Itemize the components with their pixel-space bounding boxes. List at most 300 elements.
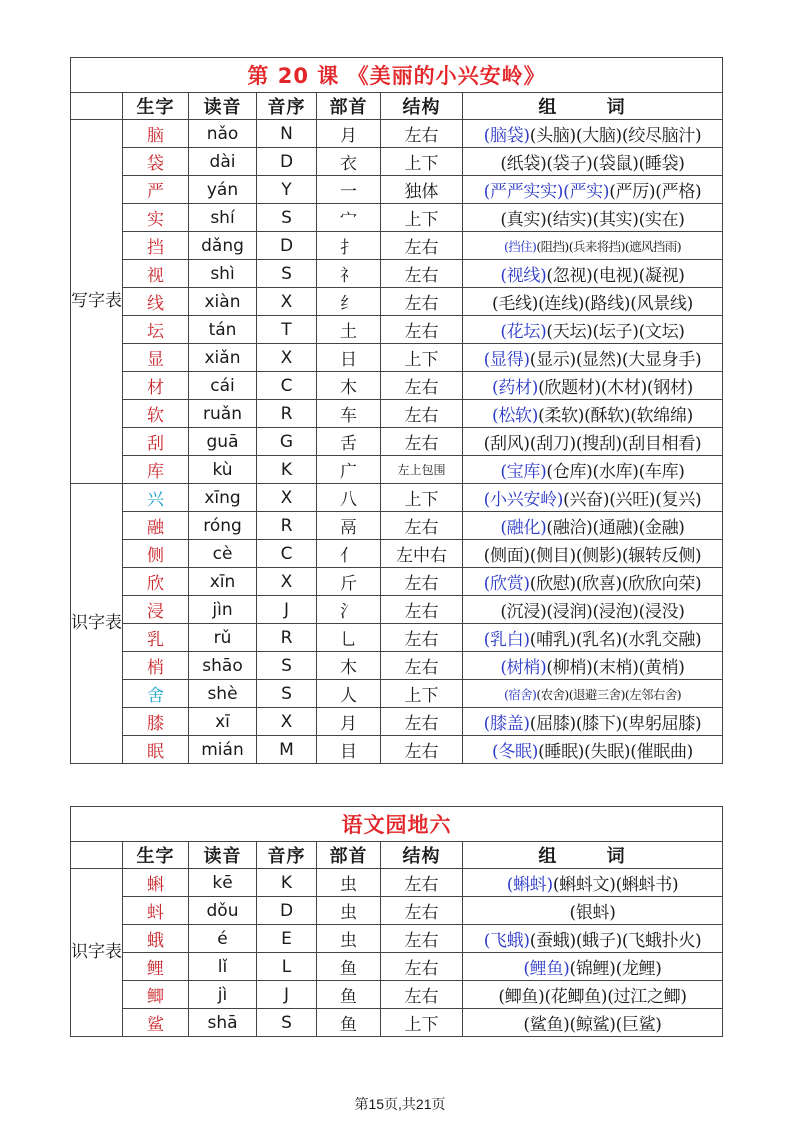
words-cell	[463, 316, 723, 344]
pinyin-cell: xīn	[189, 568, 257, 596]
word-item: (仓库)	[546, 462, 593, 482]
char-cell: 眠	[123, 736, 189, 764]
word-item: (严严实实)	[483, 182, 564, 202]
pinyin-cell: shāo	[189, 652, 257, 680]
word-item: (花坛)	[500, 322, 547, 342]
sequence-cell: E	[257, 925, 317, 953]
word-item: (软绵绵)	[630, 406, 693, 426]
radical-cell: 鱼	[317, 1009, 381, 1037]
word-item: (水乳交融)	[621, 630, 702, 650]
word-item: (浸泡)	[592, 602, 639, 622]
sequence-cell: S	[257, 652, 317, 680]
word-item: (兵来将挡)	[568, 238, 625, 254]
word-item: (卑躬屈膝)	[621, 714, 702, 734]
word-item: (欣喜)	[575, 574, 622, 594]
char-cell: 鲤	[123, 953, 189, 981]
char-cell: 蛾	[123, 925, 189, 953]
word-item: (脑袋)	[483, 126, 530, 146]
word-item: (松软)	[492, 406, 539, 426]
char-cell: 乳	[123, 624, 189, 652]
words-cell	[463, 148, 723, 176]
sequence-cell: G	[257, 428, 317, 456]
structure-cell: 左右	[381, 708, 463, 736]
table-row	[71, 981, 723, 1009]
section-title: 语文园地六	[71, 807, 723, 842]
header-structure: 结构	[381, 842, 463, 869]
word-item: (实在)	[638, 210, 685, 230]
header-seq: 音序	[257, 93, 317, 120]
word-item: (风景线)	[630, 294, 693, 314]
char-cell: 线	[123, 288, 189, 316]
pinyin-cell: lǐ	[189, 953, 257, 981]
radical-cell: 礻	[317, 260, 381, 288]
word-item: (末梢)	[592, 658, 639, 678]
header-words: 组 词	[463, 842, 723, 869]
word-item: (路线)	[584, 294, 631, 314]
table-row	[71, 176, 723, 204]
word-item: (连线)	[538, 294, 585, 314]
word-item: (遮风挡雨)	[624, 238, 682, 254]
table-row	[71, 736, 723, 764]
words-cell	[463, 428, 723, 456]
sequence-cell: S	[257, 204, 317, 232]
word-item: (显示)	[529, 350, 576, 370]
word-item: (复兴)	[655, 490, 702, 510]
word-item: (黄梢)	[638, 658, 685, 678]
pinyin-cell: dǎng	[189, 232, 257, 260]
words-cell	[463, 176, 723, 204]
char-cell: 袋	[123, 148, 189, 176]
word-item: (电视)	[592, 266, 639, 286]
structure-cell: 左右	[381, 120, 463, 148]
pinyin-cell: shí	[189, 204, 257, 232]
word-item: (搜刮)	[575, 434, 622, 454]
word-item: (巨鲨)	[615, 1015, 662, 1035]
sequence-cell: R	[257, 624, 317, 652]
word-item: (文坛)	[638, 322, 685, 342]
pinyin-cell: guā	[189, 428, 257, 456]
table-row	[71, 512, 723, 540]
radical-cell: 舌	[317, 428, 381, 456]
word-item: (侧影)	[575, 546, 622, 566]
words-cell	[463, 624, 723, 652]
word-item: (显得)	[483, 350, 530, 370]
word-item: (浸润)	[546, 602, 593, 622]
word-item: (融化)	[500, 518, 547, 538]
char-cell: 融	[123, 512, 189, 540]
structure-cell: 左右	[381, 232, 463, 260]
table-row	[71, 120, 723, 148]
header-row	[71, 842, 723, 869]
word-item: (柳梢)	[546, 658, 593, 678]
radical-cell: 虫	[317, 925, 381, 953]
radical-cell: 亻	[317, 540, 381, 568]
word-item: (飞蛾)	[483, 931, 530, 951]
sequence-cell: X	[257, 568, 317, 596]
word-item: (睡眠)	[538, 742, 585, 762]
structure-cell: 左右	[381, 953, 463, 981]
radical-cell: 一	[317, 176, 381, 204]
structure-cell: 上下	[381, 148, 463, 176]
word-item: (退避三舍)	[568, 686, 625, 702]
sequence-cell: D	[257, 897, 317, 925]
pinyin-cell: shì	[189, 260, 257, 288]
structure-cell: 左右	[381, 624, 463, 652]
words-cell	[463, 120, 723, 148]
table-row	[71, 953, 723, 981]
sequence-cell: C	[257, 540, 317, 568]
table-row	[71, 428, 723, 456]
radical-cell: 鱼	[317, 981, 381, 1009]
radical-cell: 目	[317, 736, 381, 764]
word-item: (车库)	[638, 462, 685, 482]
char-cell: 材	[123, 372, 189, 400]
structure-cell: 上下	[381, 484, 463, 512]
word-item: (鲫鱼)	[498, 987, 545, 1007]
table-row	[71, 925, 723, 953]
char-cell: 兴	[123, 484, 189, 512]
structure-cell: 上下	[381, 344, 463, 372]
word-item: (大脑)	[575, 126, 622, 146]
char-cell: 侧	[123, 540, 189, 568]
header-pinyin: 读音	[189, 93, 257, 120]
words-cell	[463, 1009, 723, 1037]
header-pinyin: 读音	[189, 842, 257, 869]
word-item: (木材)	[600, 378, 647, 398]
table-row	[71, 316, 723, 344]
structure-cell: 左右	[381, 981, 463, 1009]
sequence-cell: D	[257, 232, 317, 260]
word-item: (欣慰)	[529, 574, 576, 594]
word-item: (袋子)	[546, 154, 593, 174]
table-row	[71, 652, 723, 680]
word-item: (绞尽脑汁)	[621, 126, 702, 146]
words-cell	[463, 288, 723, 316]
radical-cell: 氵	[317, 596, 381, 624]
radical-cell: 纟	[317, 288, 381, 316]
word-item: (欣题材)	[538, 378, 601, 398]
pinyin-cell: kē	[189, 869, 257, 897]
words-cell	[463, 736, 723, 764]
char-cell: 膝	[123, 708, 189, 736]
table-row	[71, 1009, 723, 1037]
header-char: 生字	[123, 842, 189, 869]
word-item: (蛾子)	[575, 931, 622, 951]
radical-cell: 鬲	[317, 512, 381, 540]
char-cell: 软	[123, 400, 189, 428]
sequence-cell: X	[257, 288, 317, 316]
word-item: (凝视)	[638, 266, 685, 286]
word-item: (兴旺)	[609, 490, 656, 510]
word-item: (屈膝)	[529, 714, 576, 734]
word-item: (金融)	[638, 518, 685, 538]
word-item: (纸袋)	[500, 154, 547, 174]
table-row	[71, 540, 723, 568]
section-label: 写字表	[71, 120, 123, 484]
structure-cell: 左右	[381, 869, 463, 897]
pinyin-cell: jì	[189, 981, 257, 1009]
word-item: (失眠)	[584, 742, 631, 762]
words-cell	[463, 372, 723, 400]
table-row	[71, 232, 723, 260]
structure-cell: 独体	[381, 176, 463, 204]
char-cell: 刮	[123, 428, 189, 456]
word-item: (毛线)	[492, 294, 539, 314]
sequence-cell: T	[257, 316, 317, 344]
sequence-cell: M	[257, 736, 317, 764]
char-cell: 显	[123, 344, 189, 372]
words-cell	[463, 953, 723, 981]
word-item: (结实)	[546, 210, 593, 230]
radical-cell: 土	[317, 316, 381, 344]
structure-cell: 左右	[381, 428, 463, 456]
words-cell	[463, 400, 723, 428]
table-row	[71, 680, 723, 708]
word-item: (膝下)	[575, 714, 622, 734]
word-item: (其实)	[592, 210, 639, 230]
char-cell: 鲨	[123, 1009, 189, 1037]
word-item: (阻挡)	[536, 238, 569, 254]
header-radical: 部首	[317, 842, 381, 869]
words-cell	[463, 512, 723, 540]
structure-cell: 左中右	[381, 540, 463, 568]
word-item: (钢材)	[646, 378, 693, 398]
words-cell	[463, 232, 723, 260]
pinyin-cell: shā	[189, 1009, 257, 1037]
word-item: (膝盖)	[483, 714, 530, 734]
pinyin-cell: xī	[189, 708, 257, 736]
word-item: (银蚪)	[569, 903, 616, 923]
table-row	[71, 624, 723, 652]
garden-6-vocab-table	[70, 806, 723, 1037]
sequence-cell: X	[257, 484, 317, 512]
word-item: (欣赏)	[483, 574, 530, 594]
radical-cell: 日	[317, 344, 381, 372]
structure-cell: 左右	[381, 372, 463, 400]
word-item: (蝌蚪)	[506, 875, 553, 895]
structure-cell: 左右	[381, 897, 463, 925]
radical-cell: 乚	[317, 624, 381, 652]
words-cell	[463, 869, 723, 897]
words-cell	[463, 708, 723, 736]
words-cell	[463, 456, 723, 484]
table-row	[71, 484, 723, 512]
words-cell	[463, 260, 723, 288]
radical-cell: 宀	[317, 204, 381, 232]
word-item: (蝌蚪文)	[552, 875, 616, 895]
structure-cell: 左右	[381, 568, 463, 596]
pinyin-cell: dài	[189, 148, 257, 176]
words-cell	[463, 484, 723, 512]
structure-cell: 左右	[381, 652, 463, 680]
word-item: (显然)	[575, 350, 622, 370]
word-item: (兴奋)	[563, 490, 610, 510]
table-row	[71, 897, 723, 925]
pinyin-cell: jìn	[189, 596, 257, 624]
sequence-cell: R	[257, 512, 317, 540]
header-blank	[71, 93, 123, 120]
words-cell	[463, 981, 723, 1009]
structure-cell: 上下	[381, 1009, 463, 1037]
table-row	[71, 400, 723, 428]
word-item: (侧面)	[483, 546, 530, 566]
word-item: (乳名)	[575, 630, 622, 650]
table-row	[71, 344, 723, 372]
word-item: (侧目)	[529, 546, 576, 566]
word-item: (刮风)	[483, 434, 530, 454]
pinyin-cell: é	[189, 925, 257, 953]
pinyin-cell: yán	[189, 176, 257, 204]
lesson-title: 第 20 课 《美丽的小兴安岭》	[71, 58, 723, 93]
structure-cell: 左右	[381, 736, 463, 764]
sequence-cell: K	[257, 869, 317, 897]
pinyin-cell: dǒu	[189, 897, 257, 925]
word-item: (刮刀)	[529, 434, 576, 454]
sequence-cell: X	[257, 708, 317, 736]
word-item: (挡住)	[503, 238, 537, 254]
char-cell: 蝌	[123, 869, 189, 897]
word-item: (忽视)	[546, 266, 593, 286]
word-item: (天坛)	[546, 322, 593, 342]
table-row	[71, 288, 723, 316]
char-cell: 浸	[123, 596, 189, 624]
sequence-cell: R	[257, 400, 317, 428]
radical-cell: 月	[317, 120, 381, 148]
word-item: (过江之鲫)	[607, 987, 687, 1007]
word-item: (通融)	[592, 518, 639, 538]
word-item: (药材)	[492, 378, 539, 398]
char-cell: 梢	[123, 652, 189, 680]
char-cell: 严	[123, 176, 189, 204]
pinyin-cell: tán	[189, 316, 257, 344]
sequence-cell: L	[257, 953, 317, 981]
pinyin-cell: róng	[189, 512, 257, 540]
word-item: (蝌蚪书)	[615, 875, 679, 895]
word-item: (飞蛾扑火)	[621, 931, 702, 951]
sequence-cell: J	[257, 981, 317, 1009]
header-char: 生字	[123, 93, 189, 120]
word-item: (龙鲤)	[615, 959, 662, 979]
pinyin-cell: cè	[189, 540, 257, 568]
word-item: (头脑)	[529, 126, 576, 146]
word-item: (辗转反侧)	[621, 546, 702, 566]
radical-cell: 车	[317, 400, 381, 428]
radical-cell: 广	[317, 456, 381, 484]
word-item: (宝库)	[500, 462, 547, 482]
word-item: (宿舍)	[503, 686, 537, 702]
word-item: (乳白)	[483, 630, 530, 650]
header-radical: 部首	[317, 93, 381, 120]
sequence-cell: C	[257, 372, 317, 400]
word-item: (酥软)	[584, 406, 631, 426]
sequence-cell: Y	[257, 176, 317, 204]
pinyin-cell: ruǎn	[189, 400, 257, 428]
pinyin-cell: nǎo	[189, 120, 257, 148]
structure-cell: 左右	[381, 316, 463, 344]
radical-cell: 八	[317, 484, 381, 512]
sequence-cell: X	[257, 344, 317, 372]
char-cell: 欣	[123, 568, 189, 596]
lesson-20-vocab-table	[70, 57, 723, 764]
section-label: 识字表	[71, 869, 123, 1037]
radical-cell: 月	[317, 708, 381, 736]
words-cell	[463, 897, 723, 925]
word-item: (锦鲤)	[569, 959, 616, 979]
char-cell: 蚪	[123, 897, 189, 925]
radical-cell: 木	[317, 372, 381, 400]
radical-cell: 木	[317, 652, 381, 680]
word-item: (冬眠)	[492, 742, 539, 762]
word-item: (农舍)	[536, 686, 569, 702]
structure-cell: 上下	[381, 680, 463, 708]
word-item: (哺乳)	[529, 630, 576, 650]
table-row	[71, 708, 723, 736]
radical-cell: 鱼	[317, 953, 381, 981]
word-item: (左邻右舍)	[624, 686, 682, 702]
char-cell: 鲫	[123, 981, 189, 1009]
radical-cell: 扌	[317, 232, 381, 260]
table-row	[71, 869, 723, 897]
words-cell	[463, 680, 723, 708]
structure-cell: 左右	[381, 288, 463, 316]
radical-cell: 人	[317, 680, 381, 708]
pinyin-cell: xīng	[189, 484, 257, 512]
words-cell	[463, 568, 723, 596]
pinyin-cell: xiǎn	[189, 344, 257, 372]
sequence-cell: S	[257, 680, 317, 708]
sequence-cell: J	[257, 596, 317, 624]
words-cell	[463, 596, 723, 624]
word-item: (鲸鲨)	[569, 1015, 616, 1035]
word-item: (真实)	[500, 210, 547, 230]
word-item: (严实)	[563, 182, 610, 202]
word-item: (鲤鱼)	[523, 959, 570, 979]
header-structure: 结构	[381, 93, 463, 120]
words-cell	[463, 344, 723, 372]
word-item: (沉浸)	[500, 602, 547, 622]
page-number: 第15页,共21页	[354, 1096, 446, 1112]
char-cell: 库	[123, 456, 189, 484]
word-item: (小兴安岭)	[483, 490, 564, 510]
pinyin-cell: mián	[189, 736, 257, 764]
char-cell: 视	[123, 260, 189, 288]
section-label: 识字表	[71, 484, 123, 764]
sequence-cell: S	[257, 260, 317, 288]
pinyin-cell: rǔ	[189, 624, 257, 652]
pinyin-cell: shè	[189, 680, 257, 708]
word-item: (树梢)	[500, 658, 547, 678]
table-row	[71, 456, 723, 484]
radical-cell: 虫	[317, 897, 381, 925]
word-item: (蚕蛾)	[529, 931, 576, 951]
radical-cell: 衣	[317, 148, 381, 176]
words-cell	[463, 652, 723, 680]
word-item: (融洽)	[546, 518, 593, 538]
table-row	[71, 260, 723, 288]
sequence-cell: K	[257, 456, 317, 484]
sequence-cell: D	[257, 148, 317, 176]
word-item: (催眠曲)	[630, 742, 693, 762]
word-item: (睡袋)	[638, 154, 685, 174]
table-row	[71, 372, 723, 400]
header-blank	[71, 842, 123, 869]
word-item: (刮目相看)	[621, 434, 702, 454]
header-seq: 音序	[257, 842, 317, 869]
word-item: (视线)	[500, 266, 547, 286]
word-item: (欣欣向荣)	[621, 574, 702, 594]
word-item: (鲨鱼)	[523, 1015, 570, 1035]
table-row	[71, 204, 723, 232]
